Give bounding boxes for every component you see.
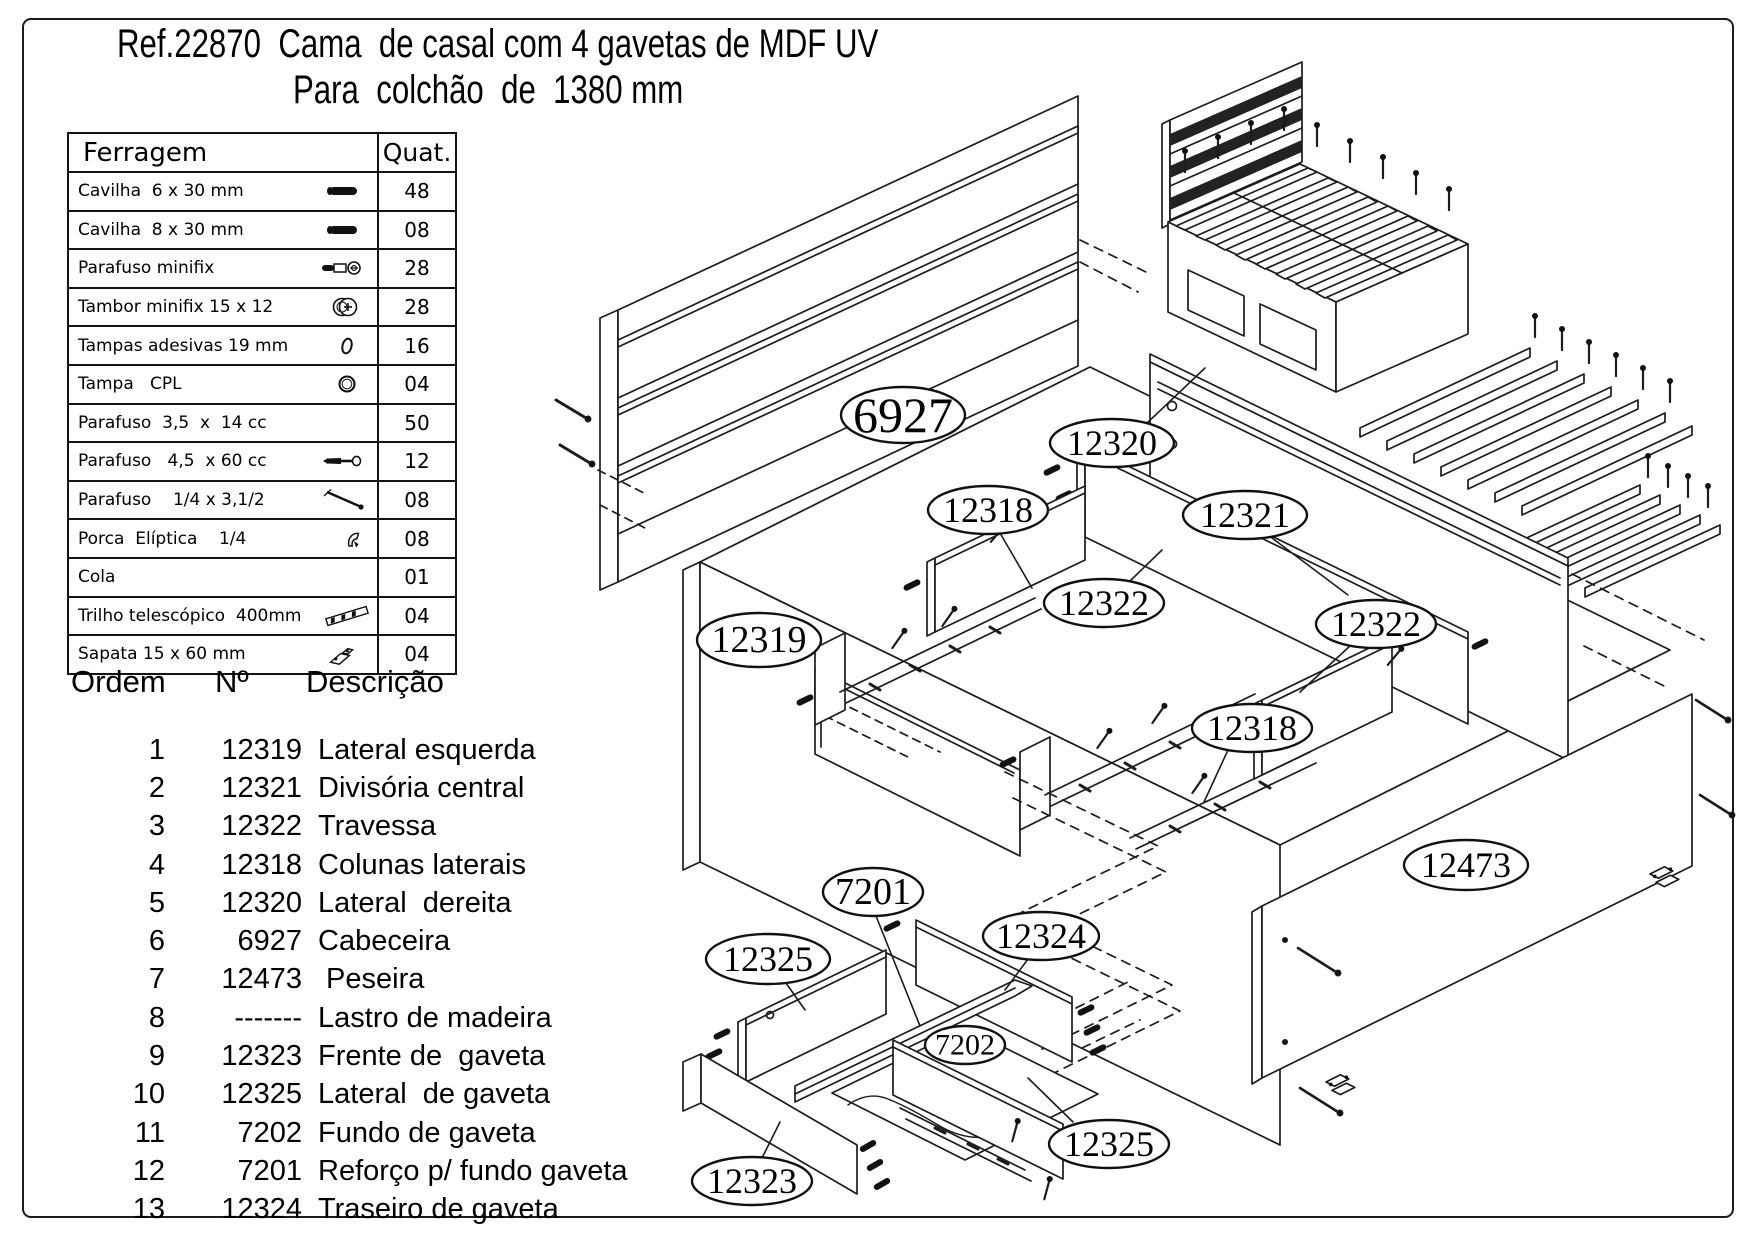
callout-12323: [692, 1157, 812, 1205]
part-number: 6927: [237, 925, 302, 958]
part-number: 12319: [221, 733, 302, 766]
assembled-bed-view: [1162, 62, 1468, 392]
svg-text:7201: 7201: [835, 871, 911, 913]
callout-12321: [1183, 491, 1307, 539]
hardware-item-qty: 04: [377, 598, 455, 635]
hardware-item-qty: 08: [377, 482, 455, 519]
part-order: 2: [148, 771, 165, 804]
svg-text:12319: 12319: [711, 619, 807, 661]
svg-text:12321: 12321: [1200, 495, 1290, 535]
hardware-item-label: Sapata 15 x 60 mm: [69, 636, 377, 673]
hardware-item-label: Tampa CPL: [69, 366, 377, 403]
part-order: 11: [134, 1116, 165, 1149]
part-number: 12324: [221, 1193, 302, 1226]
sheet-subtitle: Para colchão de 1380 mm: [293, 68, 684, 112]
part-order: 10: [132, 1078, 165, 1111]
callout-12318: [1192, 704, 1312, 752]
callout-12473: [1404, 840, 1528, 890]
callout-12320: [1050, 419, 1174, 467]
part-description: Fundo de gaveta: [318, 1116, 536, 1149]
callout-12319: [697, 613, 821, 667]
callout-12318: [928, 486, 1048, 534]
svg-text:12322: 12322: [1331, 604, 1421, 644]
hardware-item-qty: 01: [377, 559, 455, 596]
part-description: Reforço p/ fundo gaveta: [318, 1154, 628, 1187]
hardware-item-label: Cavilha 6 x 30 mm: [69, 173, 377, 210]
hardware-item-qty: 28: [377, 289, 455, 326]
part-number: 12325: [221, 1078, 302, 1111]
callout-12322: [1316, 600, 1436, 648]
part-order: 4: [148, 848, 165, 881]
part-order: 8: [148, 1001, 165, 1034]
hardware-item-label: Tambor minifix 15 x 12: [69, 289, 377, 326]
part-description: Lateral esquerda: [318, 733, 536, 766]
part-order: 9: [148, 1040, 165, 1073]
hardware-item-qty: 12: [377, 443, 455, 480]
hardware-item-label: Cola: [69, 559, 377, 596]
part-order: 12: [132, 1154, 165, 1187]
part-order: 7: [148, 963, 165, 996]
hardware-item-label: Parafuso 4,5 x 60 cc: [69, 443, 377, 480]
callout-12322: [1044, 579, 1164, 627]
svg-text:12325: 12325: [1064, 1124, 1154, 1164]
part-number: 12473: [221, 963, 302, 996]
part-description: Travessa: [318, 810, 437, 843]
parts-col-number: Nº: [215, 664, 249, 699]
svg-text:12324: 12324: [996, 916, 1086, 956]
hardware-item-qty: 28: [377, 250, 455, 287]
svg-text:12322: 12322: [1059, 583, 1149, 623]
hardware-item-label: Parafuso 3,5 x 14 cc: [69, 405, 377, 442]
hardware-item-qty: 50: [377, 405, 455, 442]
hardware-item-label: Cavilha 8 x 30 mm: [69, 212, 377, 249]
part-order: 5: [148, 886, 165, 919]
callout-12324: [983, 912, 1099, 960]
parts-col-order: Ordem: [71, 664, 166, 699]
part-number: 7202: [237, 1116, 302, 1149]
callout-12325: [1049, 1120, 1169, 1168]
part-number: 12323: [221, 1040, 302, 1073]
part-number: 12318: [221, 848, 302, 881]
parts-col-desc: Descrição: [306, 664, 444, 699]
part-description: Lastro de madeira: [318, 1001, 552, 1034]
sheet-title: Ref.22870 Cama de casal com 4 gavetas de MDF UV: [117, 22, 879, 66]
hardware-item-label: Parafuso minifix: [69, 250, 377, 287]
svg-text:12318: 12318: [943, 490, 1033, 530]
hardware-item-qty: 04: [377, 636, 455, 673]
hardware-item-label: Tampas adesivas 19 mm: [69, 327, 377, 364]
part-number: 7201: [237, 1154, 302, 1187]
part-description: Cabeceira: [318, 925, 451, 958]
svg-text:6927: 6927: [853, 387, 953, 443]
part-number: -------: [234, 1001, 302, 1034]
hardware-col-qty: Quat.: [377, 134, 455, 171]
hardware-item-label: Parafuso 1/4 x 3,1/2: [69, 482, 377, 519]
part-description: Divisória central: [318, 771, 525, 804]
hardware-item-qty: 48: [377, 173, 455, 210]
callout-12325: [706, 934, 830, 984]
part-description: Lateral de gaveta: [318, 1078, 551, 1111]
svg-text:12325: 12325: [723, 939, 813, 979]
part-number: 12322: [221, 810, 302, 843]
hardware-item-qty: 08: [377, 212, 455, 249]
part-description: Traseiro de gaveta: [318, 1193, 559, 1226]
hardware-item-label: Trilho telescópico 400mm: [69, 598, 377, 635]
svg-text:7202: 7202: [935, 1028, 995, 1062]
part-description: Colunas laterais: [318, 848, 526, 881]
callout-7201: [823, 868, 923, 916]
svg-text:12473: 12473: [1421, 845, 1511, 885]
part-order: 1: [148, 733, 165, 766]
part-order: 13: [132, 1193, 165, 1226]
part-number: 12321: [221, 771, 302, 804]
part-description: Frente de gaveta: [318, 1040, 546, 1073]
hardware-item-label: Porca Elíptica 1/4: [69, 520, 377, 557]
callout-7202: [925, 1026, 1005, 1064]
svg-text:12318: 12318: [1207, 708, 1297, 748]
svg-text:12323: 12323: [707, 1161, 797, 1201]
part-number: 12320: [221, 886, 302, 919]
hardware-item-qty: 16: [377, 327, 455, 364]
callout-6927: [841, 387, 965, 443]
part-order: 3: [148, 810, 165, 843]
part-order: 6: [148, 925, 165, 958]
part-description: Lateral dereita: [318, 886, 512, 919]
svg-text:12320: 12320: [1067, 423, 1157, 463]
part-description: Peseira: [318, 963, 425, 996]
hardware-col-name: Ferragem: [83, 137, 208, 168]
hardware-item-qty: 08: [377, 520, 455, 557]
hardware-item-qty: 04: [377, 366, 455, 403]
